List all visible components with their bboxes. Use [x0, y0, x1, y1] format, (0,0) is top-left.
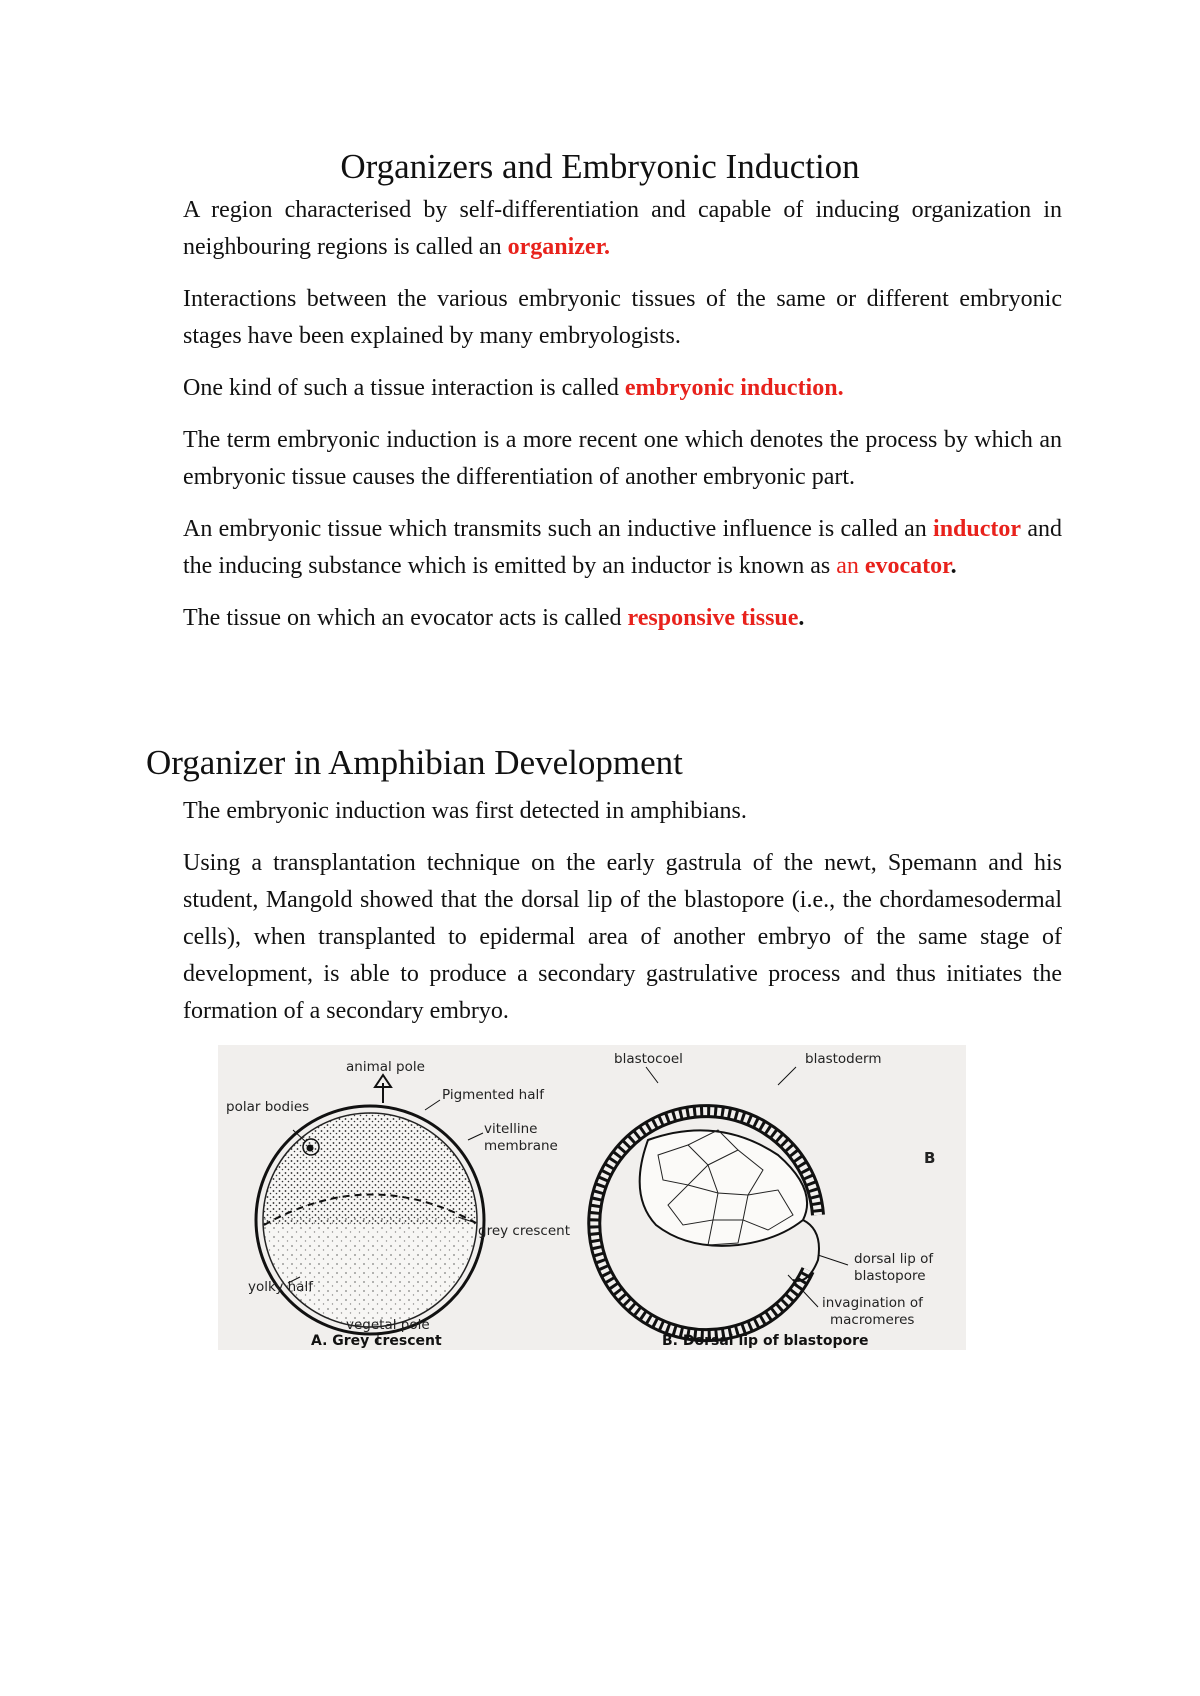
pigmented-half-shading: [258, 1105, 488, 1225]
term-responsive-tissue: responsive tissue: [627, 605, 799, 631]
label-membrane: membrane: [484, 1138, 558, 1154]
label-polar-bodies: polar bodies: [226, 1099, 310, 1115]
paragraph-text: One kind of such a tissue interaction is called: [183, 375, 625, 401]
section-organizers: [183, 192, 1062, 652]
figure-b-dorsal-lip: [594, 1051, 935, 1349]
label-yolky-half: yolky half: [248, 1279, 313, 1295]
label-macromeres: macromeres: [830, 1312, 915, 1328]
term-organizer: organizer.: [507, 234, 611, 260]
paragraph-responsive-tissue: [183, 600, 1062, 637]
page-title: Organizers and Embryonic Induction: [340, 147, 860, 186]
paragraph-end: .: [950, 553, 957, 579]
paragraph-text: A region characterised by self-differentiation and capable of inducing organization in neighbouring regions is called an: [183, 197, 1062, 260]
paragraph-text: The tissue on which an evocator acts is called: [183, 605, 628, 631]
term-evocator: evocator: [864, 553, 951, 579]
label-blastopore: blastopore: [854, 1268, 926, 1284]
paragraph-organizer-definition: [183, 192, 1062, 266]
figure-a-grey-crescent: [226, 1059, 570, 1349]
paragraph-first-detected: The embryonic induction was first detected in amphibians.: [183, 798, 747, 824]
embryo-diagram: [218, 1045, 966, 1350]
paragraph-tissue-interactions: Interactions between the various embryonic tissues of the same or different embryonic stages have been explained by many embryologists.: [183, 286, 1062, 349]
polar-body-inner: [307, 1145, 314, 1152]
paragraph-text: and the inducing substance which is emitted by an inductor is known as: [183, 516, 1062, 579]
paragraph-induction-definition: The term embryonic induction is a more recent one which denotes the process by which an embryonic tissue causes the differentiation of another embryonic part.: [183, 427, 1062, 490]
paragraph-spemann-mangold: Using a transplantation technique on the early gastrula of the newt, Spemann and his student, Mangold showed that the dorsal lip of the blastopore (i.e., the chordamesodermal cells), when transplanted to epidermal area of another embryo of the same stage of development, is able to produce a secondary gastrulative process and thus initiates the formation of a secondary embryo.: [183, 850, 1062, 1024]
term-evocator-prefix: an: [836, 553, 865, 579]
term-embryonic-induction: embryonic induction.: [624, 375, 844, 401]
label-grey-crescent: grey crescent: [478, 1223, 571, 1239]
label-blastocoel: blastocoel: [614, 1051, 683, 1067]
paragraph-text: An embryonic tissue which transmits such an inductive influence is called an: [183, 516, 934, 542]
label-b: B: [924, 1149, 936, 1167]
caption-a: A. Grey crescent: [311, 1333, 442, 1349]
label-vitelline: vitelline: [484, 1121, 538, 1137]
leader-line: [468, 1133, 483, 1140]
label-dorsal-lip: dorsal lip of: [854, 1251, 934, 1267]
label-invagination: invagination of: [822, 1295, 923, 1311]
label-blastoderm: blastoderm: [805, 1051, 882, 1067]
paragraph-inductor-evocator: [183, 511, 1062, 585]
section-heading-amphibian: Organizer in Amphibian Development: [146, 743, 683, 782]
label-animal-pole: animal pole: [346, 1059, 425, 1075]
paragraph-embryonic-induction: [183, 370, 1062, 407]
caption-b: B. Dorsal lip of blastopore: [662, 1333, 869, 1349]
leader-line: [778, 1067, 796, 1085]
paragraph-end: .: [798, 605, 805, 631]
label-pigmented-half: Pigmented half: [442, 1087, 544, 1103]
section-amphibian: [183, 793, 1062, 1045]
embryo-figure: [218, 1045, 966, 1350]
leader-line: [425, 1100, 440, 1110]
leader-line: [818, 1255, 848, 1265]
leader-line: [646, 1067, 658, 1083]
term-inductor: inductor: [933, 516, 1022, 542]
label-vegetal-pole: vegetal pole: [346, 1317, 430, 1333]
